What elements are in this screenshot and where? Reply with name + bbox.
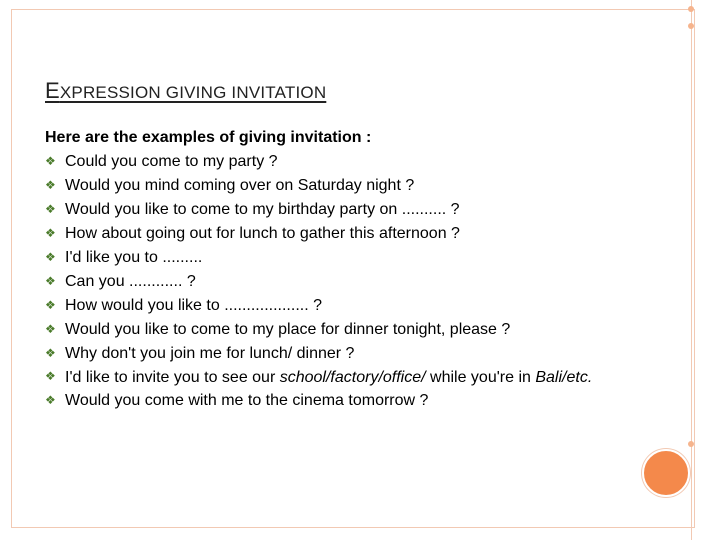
list-item-text: How about going out for lunch to gather this afternoon ? bbox=[65, 225, 460, 242]
diamond-bullet-icon: ❖ bbox=[45, 298, 56, 312]
list-item bbox=[45, 198, 645, 222]
list-item-text: Why don't you join me for lunch/ dinner ? bbox=[65, 345, 355, 362]
decorative-orange-circle bbox=[642, 449, 690, 497]
list-item bbox=[45, 270, 645, 294]
list-item-italic-places: school/factory/office/ bbox=[279, 369, 426, 386]
diamond-bullet-icon: ❖ bbox=[45, 202, 56, 216]
diamond-bullet-icon: ❖ bbox=[45, 346, 56, 360]
diamond-bullet-icon: ❖ bbox=[45, 393, 56, 407]
list-item-text: Could you come to my party ? bbox=[65, 153, 278, 170]
list-item-text-before: I'd like to invite you to see our bbox=[65, 369, 280, 386]
list-item-italic-location: Bali/etc. bbox=[535, 369, 593, 386]
diamond-bullet-icon: ❖ bbox=[45, 250, 56, 264]
diamond-bullet-icon: ❖ bbox=[45, 274, 56, 288]
decorative-dot-top bbox=[688, 6, 694, 12]
slide-title bbox=[45, 78, 326, 104]
diamond-bullet-icon: ❖ bbox=[45, 178, 56, 192]
list-item bbox=[45, 174, 645, 198]
list-item-text: I'd like you to ......... bbox=[65, 249, 203, 266]
list-item bbox=[45, 246, 645, 270]
list-item bbox=[45, 342, 645, 366]
diamond-bullet-icon: ❖ bbox=[45, 369, 56, 383]
list-item-text: How would you like to ................... ? bbox=[65, 297, 322, 314]
title-first-letter: E bbox=[45, 78, 60, 103]
diamond-bullet-icon: ❖ bbox=[45, 322, 56, 336]
list-item bbox=[45, 318, 645, 342]
diamond-bullet-icon: ❖ bbox=[45, 226, 56, 240]
title-rest: XPRESSION GIVING INVITATION bbox=[59, 83, 327, 102]
list-item bbox=[45, 150, 645, 174]
decorative-dot-lower bbox=[688, 441, 694, 447]
decorative-side-line bbox=[691, 0, 692, 540]
intro-text: Here are the examples of giving invitation : bbox=[45, 129, 372, 146]
diamond-bullet-icon: ❖ bbox=[45, 154, 56, 168]
list-item-text: Would you mind coming over on Saturday night ? bbox=[65, 177, 415, 194]
list-item-text: Can you ............ ? bbox=[65, 273, 196, 290]
list-item-text: Would you like to come to my place for dinner tonight, please ? bbox=[65, 321, 511, 338]
invitation-list bbox=[45, 150, 645, 413]
slide-content bbox=[45, 126, 645, 413]
list-item bbox=[45, 389, 645, 413]
decorative-dot-second bbox=[688, 23, 694, 29]
list-item-text: Would you like to come to my birthday party on .......... ? bbox=[65, 201, 460, 218]
list-item bbox=[45, 294, 645, 318]
list-item-text: Would you come with me to the cinema tomorrow ? bbox=[65, 392, 429, 409]
list-item bbox=[45, 366, 645, 389]
list-item-text-after: while you're in bbox=[425, 369, 536, 386]
list-item bbox=[45, 222, 645, 246]
